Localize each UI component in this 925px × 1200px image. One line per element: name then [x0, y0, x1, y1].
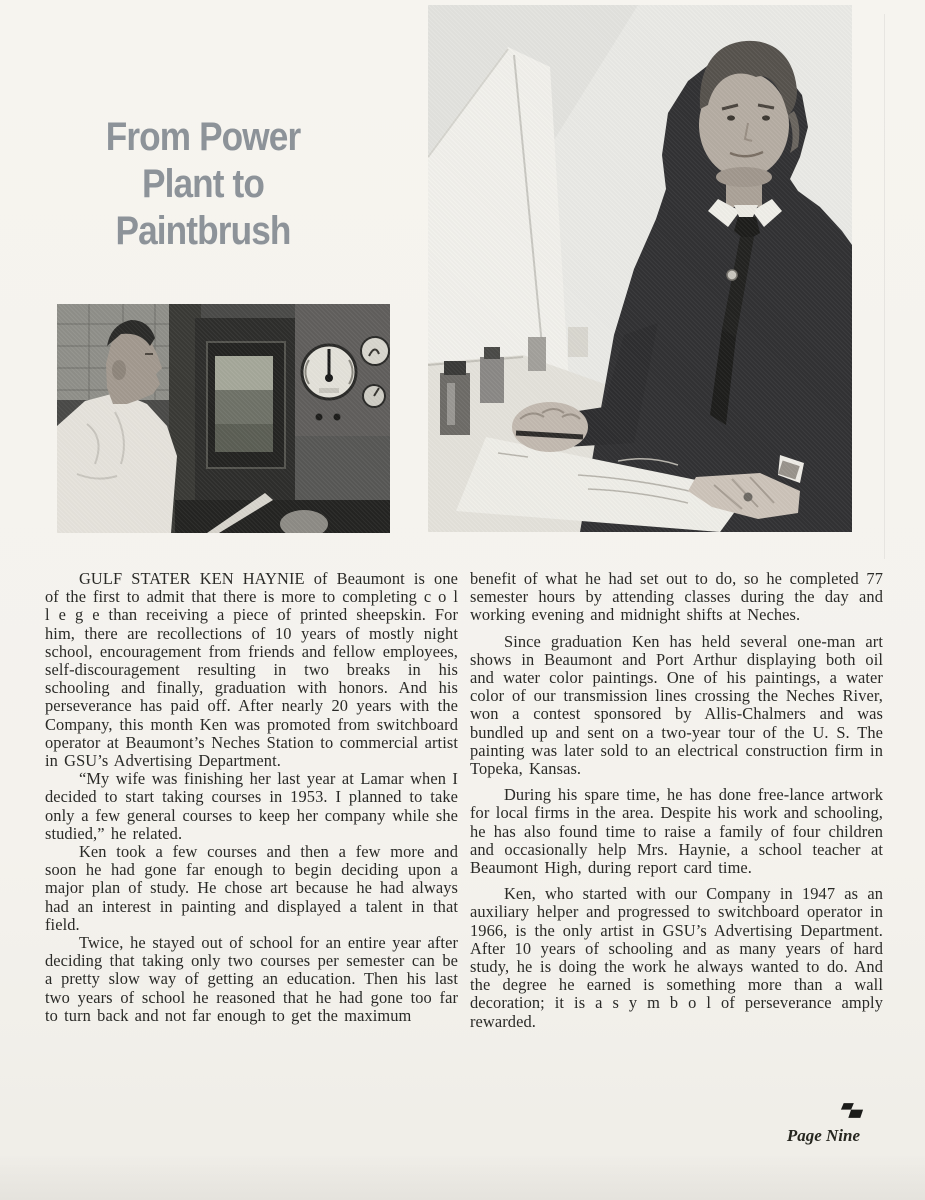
- portrait-photo: [428, 5, 852, 532]
- paragraph: Ken, who started with our Company in 1947 as an auxiliary helper and progressed to switchboard operator in 1966, is the only artist in GSU’s Advertising Department. After 10 years of schooling and as many years of hard study, he is doing the work he always wanted to do. And the degree he earned is something more than a wall decoration; it is a s y m b o l of perseverance amply rewarded.: [470, 884, 883, 1031]
- switchboard-photo: [57, 304, 390, 533]
- paragraph: benefit of what he had set out to do, so he completed 77 semester hours by attending classes during the day and working evening and midnight shifts at Neches.: [470, 569, 883, 625]
- paragraph: Since graduation Ken has held several one-man art shows in Beaumont and Port Arthur displaying both oil and water color paintings. One of his paintings, a water color of our transmission lines crossing the Neches River, won a contest sponsored by Allis-Chalmers and was bundled up and sent on a two-year tour of the U. S. The painting was later sold to an electrical construction firm in Topeka, Kansas.: [470, 631, 883, 779]
- article-column-right: [470, 570, 883, 1039]
- title-line-1: From Power: [105, 115, 301, 159]
- article-title: [97, 114, 308, 255]
- scan-artifact-line: [884, 14, 885, 559]
- paragraph: “My wife was finishing her last year at Lamar when I decided to start taking courses in 1953. I planned to take only a few general courses to keep her company while she studied,” he related.: [45, 769, 458, 843]
- page-number: Page Nine: [786, 1126, 860, 1145]
- paragraph: Twice, he stayed out of school for an entire year after deciding that taking only two courses per semester can be a pretty slow way of getting an education. Then his last two years of school he reasoned that he had gone too far to turn back and not far enough to get the maximum: [45, 933, 458, 1025]
- title-line-3: Paintbrush: [115, 209, 291, 253]
- paragraph: During his spare time, he has done free-lance artwork for local firms in the area. Despite his work and schooling, he has also found time to raise a family of four children and occasionally help Mrs. Haynie, a school teacher at Beaumont High, during report card time.: [470, 785, 883, 878]
- article-column-left: [45, 570, 458, 1025]
- end-mark-icon: [840, 1102, 864, 1119]
- paragraph: GULF STATER KEN HAYNIE of Beaumont is one of the first to admit that there is more to completing c o l l e g e than receiving a piece of printed sheepskin. For him, there are recollections of 10 years of mostly night school, encouragement from friends and fellow employees, self-discouragement resulting in two breaks in his schooling and finally, graduation with honors. And his perseverance has paid off. After nearly 20 years with the Company, this month Ken was promoted from switchboard operator at Beaumont’s Neches Station to commercial artist in GSU’s Advertising Department.: [45, 569, 458, 771]
- title-line-2: Plant to: [141, 162, 265, 206]
- paragraph: Ken took a few courses and then a few more and soon he had gone far enough to begin deciding upon a major plan of study. He chose art because he had always had an interest in painting and displayed a talent in that field.: [45, 842, 458, 934]
